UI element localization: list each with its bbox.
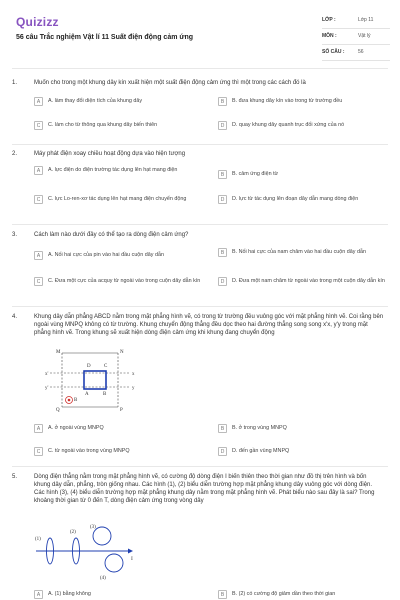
option-key: A: [34, 590, 43, 599]
question-text: Khung dây dẫn phẳng ABCD nằm trong mặt phẳng hình vẽ, có trong từ trường đều vuông góc với mặt phẳng hình vẽ. Coi rằng bên ngoài vùng MNPQ không có từ trường. Khung chuyển động thẳng đều dọc theo hai đường thẳng song song x'x, y'y trong mặt phẳng hình vẽ. Trong khung sẽ xuất hiện dòng điện cảm ứng khi khung đang chuyển động: [34, 314, 384, 337]
option-b[interactable]: [218, 248, 388, 257]
question-text: Máy phát điện xoay chiều hoạt động dựa vào hiện tượng: [34, 151, 186, 157]
option-key: D: [218, 121, 227, 130]
option-key: C: [34, 447, 43, 456]
option-text: A. Nối hai cực của pin vào hai đầu cuộn dây dẫn: [48, 252, 164, 258]
option-text: C. từ ngoài vào trong vùng MNPQ: [48, 448, 130, 454]
option-b[interactable]: [218, 170, 388, 179]
option-text: A. (1) bằng không: [48, 591, 91, 597]
meta-row-class: [322, 13, 390, 29]
option-c[interactable]: [34, 447, 204, 456]
option-text: A. ở ngoài vùng MNPQ: [48, 425, 104, 431]
option-text: D. quay khung dây quanh trục đối xứng của nó: [232, 122, 345, 128]
option-key: B: [218, 424, 227, 433]
meta-row-count: [322, 45, 390, 61]
worksheet-title: 56 câu Trắc nghiệm Vật lí 11 Suất điện động cảm ứng: [16, 34, 194, 41]
divider: [12, 306, 388, 307]
meta-row-subject: [322, 29, 390, 45]
label-x: x: [132, 372, 135, 377]
current-arrow-icon: [128, 549, 133, 554]
option-key: D: [218, 447, 227, 456]
option-a[interactable]: [34, 251, 204, 260]
option-b[interactable]: [218, 97, 388, 106]
question-number: 1.: [12, 80, 18, 86]
option-b[interactable]: [218, 590, 388, 599]
label-y: y: [132, 386, 135, 391]
option-key: B: [218, 590, 227, 599]
current-loops-figure: [32, 523, 137, 581]
option-key: B: [218, 248, 227, 257]
question-3: [12, 231, 390, 303]
label-c: C: [104, 364, 108, 369]
option-key: D: [218, 277, 227, 286]
option-c[interactable]: [34, 195, 204, 204]
option-key: A: [34, 251, 43, 260]
option-key: B: [218, 170, 227, 179]
question-text: Cách làm nào dưới đây có thể tạo ra dòng điện cảm ứng?: [34, 232, 189, 238]
question-number: 3.: [12, 232, 18, 238]
label-field: B: [74, 398, 78, 403]
option-d[interactable]: [218, 277, 388, 286]
question-number: 5.: [12, 474, 18, 480]
option-text: B. ở trong vùng MNPQ: [232, 425, 287, 431]
label-b: B: [103, 392, 107, 397]
label-n: N: [120, 350, 124, 355]
label-a: A: [85, 392, 89, 397]
worksheet-header: [0, 0, 400, 70]
option-key: A: [34, 424, 43, 433]
option-d[interactable]: [218, 447, 388, 456]
question-number: 2.: [12, 151, 18, 157]
option-text: D. lực từ tác dụng lên đoạn dây dẫn mang dòng điện: [232, 196, 359, 202]
option-text: B. Nối hai cực của nam châm vào hai đầu cuộn dây dẫn: [232, 249, 366, 255]
option-text: D. đến gần vùng MNPQ: [232, 448, 290, 454]
option-text: C. lực Lo-ren-xơ tác dụng lên hạt mang điện chuyển động: [48, 196, 187, 202]
option-a[interactable]: [34, 166, 204, 175]
label-loop-4: (4): [100, 576, 106, 581]
divider: [12, 68, 388, 69]
option-key: A: [34, 166, 43, 175]
question-2: [12, 150, 390, 220]
option-d[interactable]: [218, 195, 388, 204]
question-text: Muốn cho trong một khung dây kín xuất hiện một suất điện động cảm ứng thì một trong các cách đó là: [34, 80, 306, 86]
loop-4: [105, 554, 123, 572]
option-key: A: [34, 97, 43, 106]
quizizz-logo: Quizizz: [16, 15, 59, 29]
label-current: I: [131, 556, 133, 562]
question-1: [12, 79, 390, 139]
label-p: P: [120, 408, 123, 413]
question-4: [12, 313, 390, 463]
label-m: M: [56, 350, 61, 355]
label-d: D: [87, 364, 91, 369]
question-number: 4.: [12, 314, 18, 320]
option-text: A. lực điện do điện trường tác dụng lên hạt mang điện: [48, 167, 178, 173]
option-key: C: [34, 121, 43, 130]
option-text: B. cảm ứng điện từ: [232, 171, 279, 177]
option-text: B. (2) có cường độ giảm dần theo thời gian: [232, 591, 336, 597]
option-text: B. đưa khung dây kín vào trong từ trường đều: [232, 98, 343, 104]
divider: [12, 224, 388, 225]
option-text: A. làm thay đổi diện tích của khung dây: [48, 98, 143, 104]
divider: [12, 144, 388, 145]
frame-abcd: [84, 371, 106, 389]
option-c[interactable]: [34, 121, 204, 130]
option-key: C: [34, 277, 43, 286]
option-d[interactable]: [218, 121, 388, 130]
meta-label: LỚP :: [322, 17, 336, 24]
label-y-prime: y': [45, 386, 49, 391]
option-b[interactable]: [218, 424, 388, 433]
meta-label: SỐ CÂU :: [322, 49, 345, 56]
option-a[interactable]: [34, 97, 204, 106]
magnetic-frame-figure: [32, 349, 142, 415]
option-a[interactable]: [34, 590, 204, 599]
label-x-prime: x': [45, 372, 49, 377]
label-loop-3: (3): [90, 525, 96, 530]
meta-value: Vật lý: [358, 33, 371, 40]
label-loop-2: (2): [70, 530, 76, 535]
label-loop-1: (1): [35, 537, 41, 542]
option-text: D. Đưa một nam châm từ ngoài vào trong một cuộn dây dẫn kín: [232, 278, 385, 284]
meta-label: MÔN :: [322, 33, 337, 40]
option-a[interactable]: [34, 424, 204, 433]
option-key: B: [218, 97, 227, 106]
meta-value: 56: [358, 49, 364, 56]
option-text: C. làm cho từ thông qua khung dây biến thiên: [48, 122, 158, 128]
option-key: C: [34, 195, 43, 204]
divider: [12, 466, 388, 467]
label-q: Q: [56, 408, 60, 413]
option-text: C. Đưa một cực của acquy từ ngoài vào trong cuộn dây dẫn kín: [48, 278, 201, 284]
question-text: Dòng điện thẳng nằm trong mặt phẳng hình vẽ, có cường độ dòng điện I biến thiên theo thời gian như đồ thị trên hình và bốn khung dây dẫn, phẳng, tròn giống nhau. Các hình (1), (2) biểu diễn trường hợp mặt phẳng khung dây vuông góc với dòng điện. Các hình (3), (4) biểu diễn trường hợp mặt phẳng khung dây nằm trong mặt phẳng hình vẽ. Phát biểu nào sau đây là sai? Trong khoảng thời gian từ 0 đến T, dòng điện cảm ứng trong vòng dây: [34, 474, 375, 505]
worksheet-meta: [322, 13, 390, 61]
question-5: [12, 473, 390, 600]
option-c[interactable]: [34, 277, 204, 286]
meta-value: Lớp 11: [358, 17, 374, 24]
option-key: D: [218, 195, 227, 204]
field-dot-icon: [68, 399, 71, 402]
